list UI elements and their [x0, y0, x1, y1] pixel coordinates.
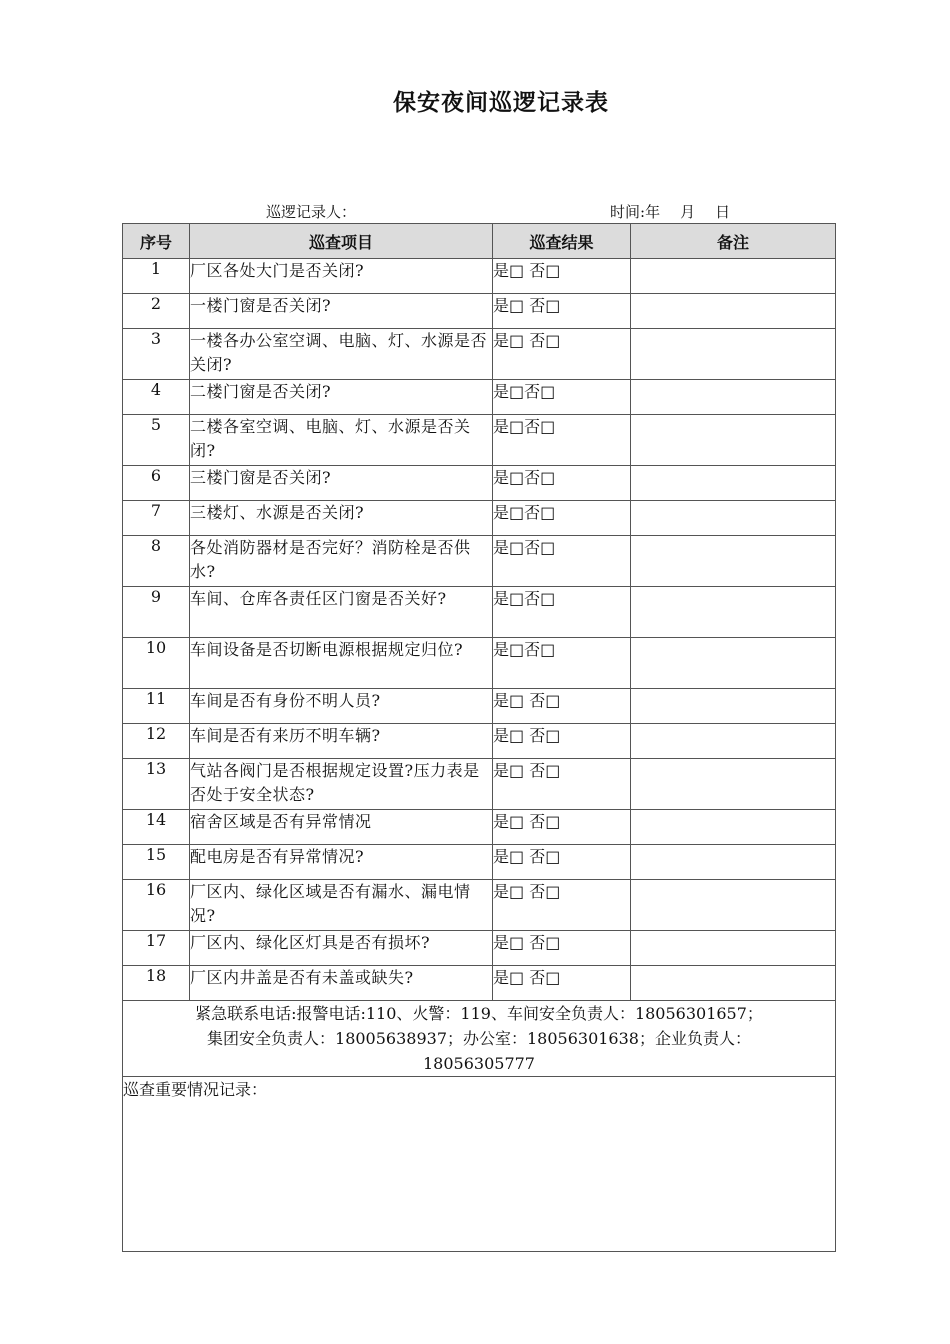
table-row — [123, 880, 836, 931]
row-no: 12 — [123, 724, 190, 759]
row-remark-cell[interactable] — [631, 294, 836, 329]
row-no: 6 — [123, 466, 190, 501]
row-result-checkboxes[interactable]: 是□否□ — [493, 415, 631, 466]
contacts-row — [123, 1001, 836, 1077]
table-row — [123, 724, 836, 759]
row-item: 车间设备是否切断电源根据规定归位? — [190, 638, 493, 689]
row-no: 11 — [123, 689, 190, 724]
row-remark-cell[interactable] — [631, 259, 836, 294]
row-no: 4 — [123, 380, 190, 415]
row-no: 1 — [123, 259, 190, 294]
table-row — [123, 466, 836, 501]
row-item: 车间是否有身份不明人员? — [190, 689, 493, 724]
row-result-checkboxes[interactable]: 是□ 否□ — [493, 294, 631, 329]
row-no: 8 — [123, 536, 190, 587]
row-remark-cell[interactable] — [631, 966, 836, 1001]
row-item: 宿舍区域是否有异常情况 — [190, 810, 493, 845]
table-row — [123, 415, 836, 466]
row-no: 7 — [123, 501, 190, 536]
row-item: 车间、仓库各责任区门窗是否关好? — [190, 587, 493, 638]
date-day: 日 — [715, 203, 731, 221]
row-no: 3 — [123, 329, 190, 380]
notes-row — [123, 1077, 836, 1252]
row-result-checkboxes[interactable]: 是□否□ — [493, 466, 631, 501]
row-remark-cell[interactable] — [631, 536, 836, 587]
contacts-line-3: 18056305777 — [423, 1054, 535, 1073]
row-result-checkboxes[interactable]: 是□ 否□ — [493, 966, 631, 1001]
row-no: 10 — [123, 638, 190, 689]
row-remark-cell[interactable] — [631, 931, 836, 966]
row-no: 14 — [123, 810, 190, 845]
table-row — [123, 259, 836, 294]
table-row — [123, 689, 836, 724]
table-row — [123, 759, 836, 810]
row-remark-cell[interactable] — [631, 329, 836, 380]
row-remark-cell[interactable] — [631, 638, 836, 689]
table-row — [123, 380, 836, 415]
row-result-checkboxes[interactable]: 是□ 否□ — [493, 845, 631, 880]
table-row — [123, 536, 836, 587]
date-field — [610, 201, 730, 222]
row-remark-cell[interactable] — [631, 466, 836, 501]
row-item: 一楼各办公室空调、电脑、灯、水源是否关闭? — [190, 329, 493, 380]
row-no: 13 — [123, 759, 190, 810]
header-no: 序号 — [123, 224, 190, 259]
row-item: 二楼各室空调、电脑、灯、水源是否关闭? — [190, 415, 493, 466]
row-item: 厂区内、绿化区域是否有漏水、漏电情况? — [190, 880, 493, 931]
emergency-contacts — [123, 1001, 836, 1077]
row-no: 9 — [123, 587, 190, 638]
table-row — [123, 638, 836, 689]
row-remark-cell[interactable] — [631, 724, 836, 759]
notes-label: 巡查重要情况记录： — [123, 1080, 268, 1099]
row-result-checkboxes[interactable]: 是□否□ — [493, 536, 631, 587]
row-result-checkboxes[interactable]: 是□否□ — [493, 501, 631, 536]
row-result-checkboxes[interactable]: 是□ 否□ — [493, 689, 631, 724]
row-result-checkboxes[interactable]: 是□ 否□ — [493, 880, 631, 931]
header-remark: 备注 — [631, 224, 836, 259]
recorder-label: 巡逻记录人： — [266, 203, 357, 221]
row-item: 车间是否有来历不明车辆? — [190, 724, 493, 759]
header-result: 巡查结果 — [493, 224, 631, 259]
table-header-row — [123, 224, 836, 259]
row-item: 二楼门窗是否关闭? — [190, 380, 493, 415]
table-row — [123, 587, 836, 638]
date-year: 年 — [645, 203, 661, 221]
contacts-line-2: 集团安全负责人：18005638937；办公室：18056301638；企业负责人： — [207, 1029, 751, 1048]
row-item: 三楼灯、水源是否关闭? — [190, 501, 493, 536]
row-item: 配电房是否有异常情况? — [190, 845, 493, 880]
date-month: 月 — [680, 203, 696, 221]
page-title: 保安夜间巡逻记录表 — [393, 90, 609, 116]
table-row — [123, 329, 836, 380]
row-result-checkboxes[interactable]: 是□否□ — [493, 638, 631, 689]
row-remark-cell[interactable] — [631, 759, 836, 810]
table-row — [123, 810, 836, 845]
row-result-checkboxes[interactable]: 是□ 否□ — [493, 759, 631, 810]
row-no: 5 — [123, 415, 190, 466]
row-item: 厂区内井盖是否有未盖或缺失? — [190, 966, 493, 1001]
row-no: 17 — [123, 931, 190, 966]
table-row — [123, 966, 836, 1001]
row-no: 15 — [123, 845, 190, 880]
row-no: 2 — [123, 294, 190, 329]
table-row — [123, 931, 836, 966]
row-item: 一楼门窗是否关闭? — [190, 294, 493, 329]
header-item: 巡查项目 — [190, 224, 493, 259]
row-remark-cell[interactable] — [631, 587, 836, 638]
row-no: 16 — [123, 880, 190, 931]
row-item: 厂区各处大门是否关闭? — [190, 259, 493, 294]
row-no: 18 — [123, 966, 190, 1001]
row-remark-cell[interactable] — [631, 880, 836, 931]
row-remark-cell[interactable] — [631, 380, 836, 415]
table-row — [123, 845, 836, 880]
table-row — [123, 501, 836, 536]
row-remark-cell[interactable] — [631, 810, 836, 845]
row-result-checkboxes[interactable]: 是□ 否□ — [493, 724, 631, 759]
row-item: 厂区内、绿化区灯具是否有损坏? — [190, 931, 493, 966]
contacts-line-1: 紧急联系电话:报警电话:110、火警：119、车间安全负责人：18056301657； — [195, 1004, 763, 1023]
row-item: 三楼门窗是否关闭? — [190, 466, 493, 501]
table-row — [123, 294, 836, 329]
row-result-checkboxes[interactable]: 是□ 否□ — [493, 329, 631, 380]
row-result-checkboxes[interactable]: 是□否□ — [493, 380, 631, 415]
row-result-checkboxes[interactable]: 是□ 否□ — [493, 810, 631, 845]
row-item: 各处消防器材是否完好？消防栓是否供水? — [190, 536, 493, 587]
row-result-checkboxes[interactable]: 是□否□ — [493, 587, 631, 638]
row-remark-cell[interactable] — [631, 845, 836, 880]
row-result-checkboxes[interactable]: 是□ 否□ — [493, 259, 631, 294]
row-result-checkboxes[interactable]: 是□ 否□ — [493, 931, 631, 966]
date-label: 时间: — [610, 203, 646, 221]
row-remark-cell[interactable] — [631, 689, 836, 724]
row-item: 气站各阀门是否根据规定设置?压力表是否处于安全状态? — [190, 759, 493, 810]
row-remark-cell[interactable] — [631, 501, 836, 536]
row-remark-cell[interactable] — [631, 415, 836, 466]
notes-area[interactable] — [123, 1077, 836, 1252]
patrol-log-table — [122, 223, 836, 1252]
